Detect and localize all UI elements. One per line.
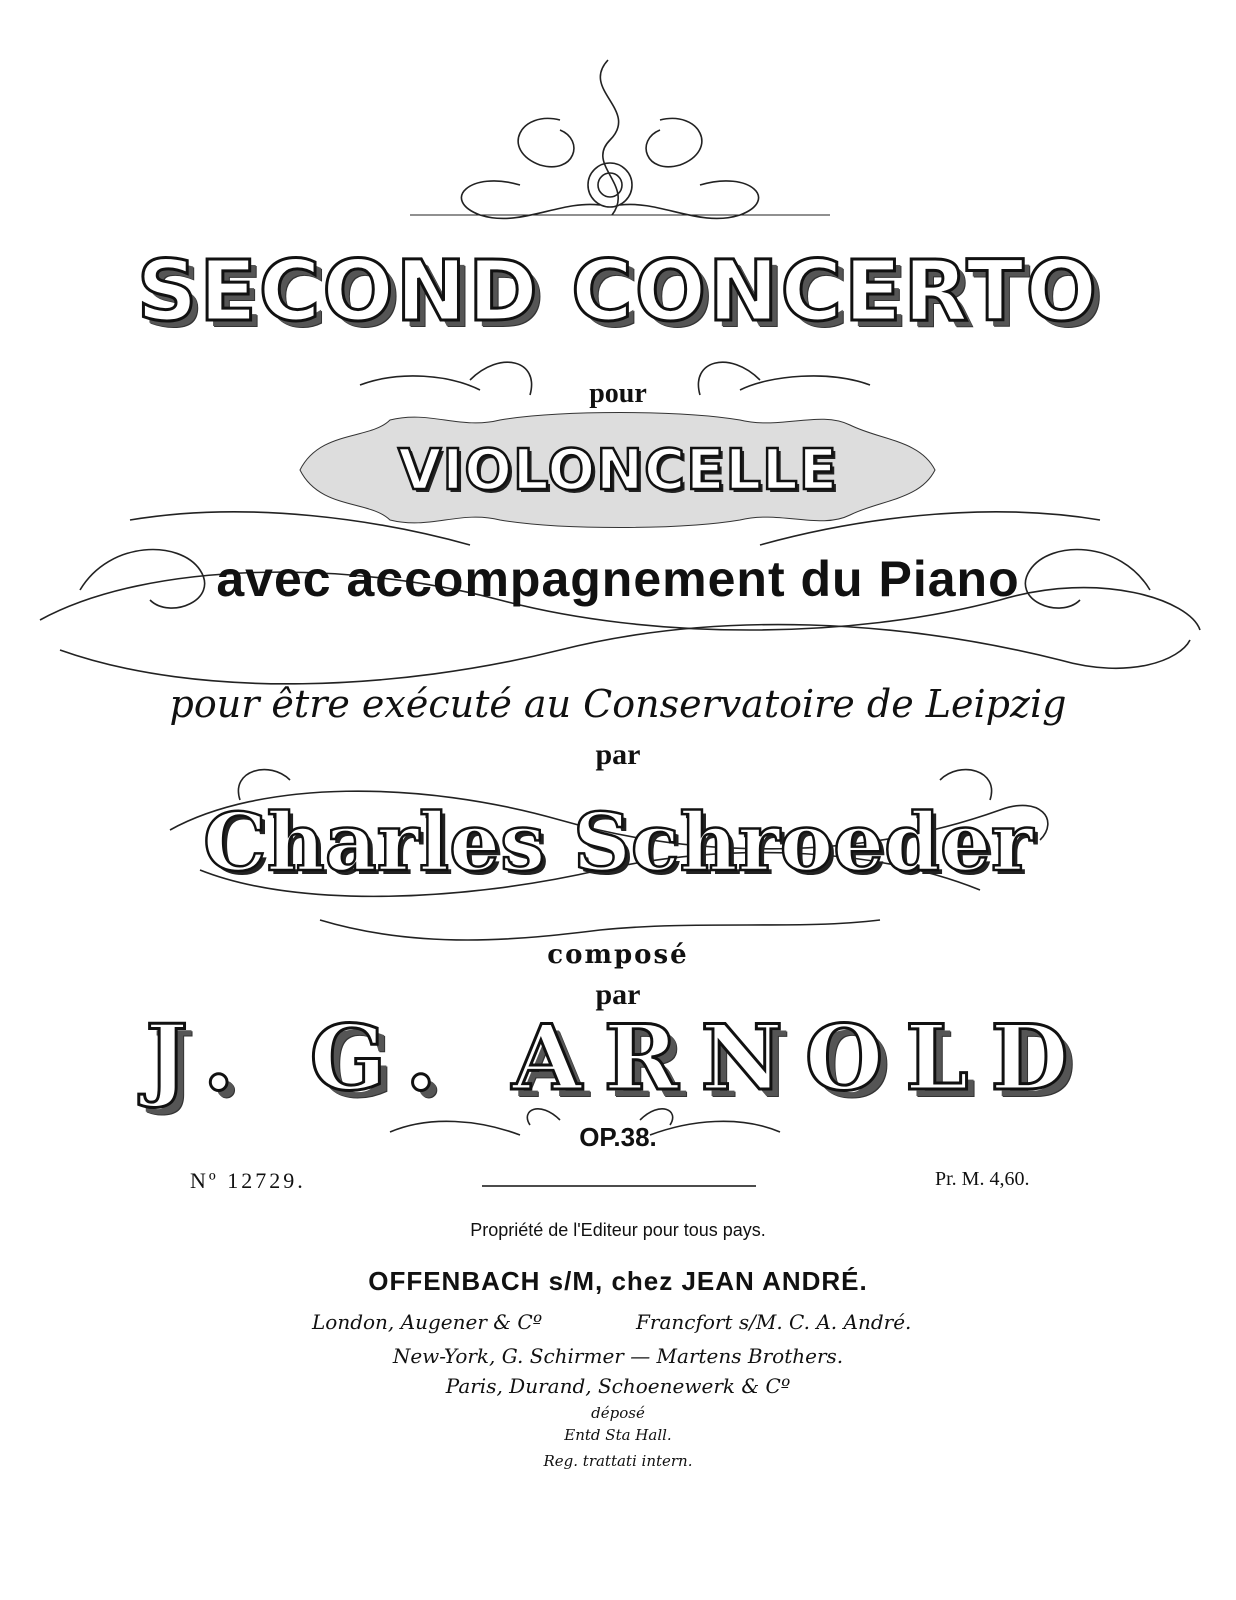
- dedication-line: pour être exécuté au Conservatoire de Leipzig: [169, 682, 1067, 726]
- composer-name: J. G. ARNOLD: [145, 1005, 1091, 1111]
- agent-london: London, Augener & Cº: [312, 1310, 543, 1334]
- dedicatee-name: Charles Schroeder: [202, 795, 1034, 889]
- opus-number: OP.38.: [579, 1122, 657, 1152]
- par-label-2: par: [595, 978, 641, 1011]
- accompaniment-line: avec accompagnement du Piano: [216, 551, 1020, 607]
- pour-label: pour: [589, 378, 647, 409]
- top-crest-ornament: [410, 60, 830, 218]
- agent-paris: Paris, Durand, Schoenewerk & Cº: [445, 1374, 791, 1398]
- agent-francfort: Francfort s/M. C. A. André.: [636, 1310, 912, 1334]
- publisher-line: OFFENBACH s/M, chez JEAN ANDRÉ.: [368, 1266, 868, 1296]
- property-notice: Propriété de l'Editeur pour tous pays.: [470, 1220, 766, 1240]
- registration-note: Reg. trattati intern.: [543, 1452, 693, 1470]
- price: Pr. M. 4,60.: [935, 1168, 1030, 1190]
- par-label-1: par: [595, 738, 641, 771]
- depose-label: déposé: [591, 1404, 645, 1422]
- plate-number: Nº 12729.: [190, 1168, 306, 1193]
- instrument-violoncelle: VIOLONCELLE: [398, 438, 838, 503]
- compose-label: composé: [547, 940, 689, 970]
- entered-stationers-hall: Entd Sta Hall.: [564, 1426, 672, 1444]
- agent-new-york: New-York, G. Schirmer — Martens Brothers.: [392, 1344, 844, 1368]
- title-second-concerto: SECOND CONCERTO: [136, 242, 1100, 340]
